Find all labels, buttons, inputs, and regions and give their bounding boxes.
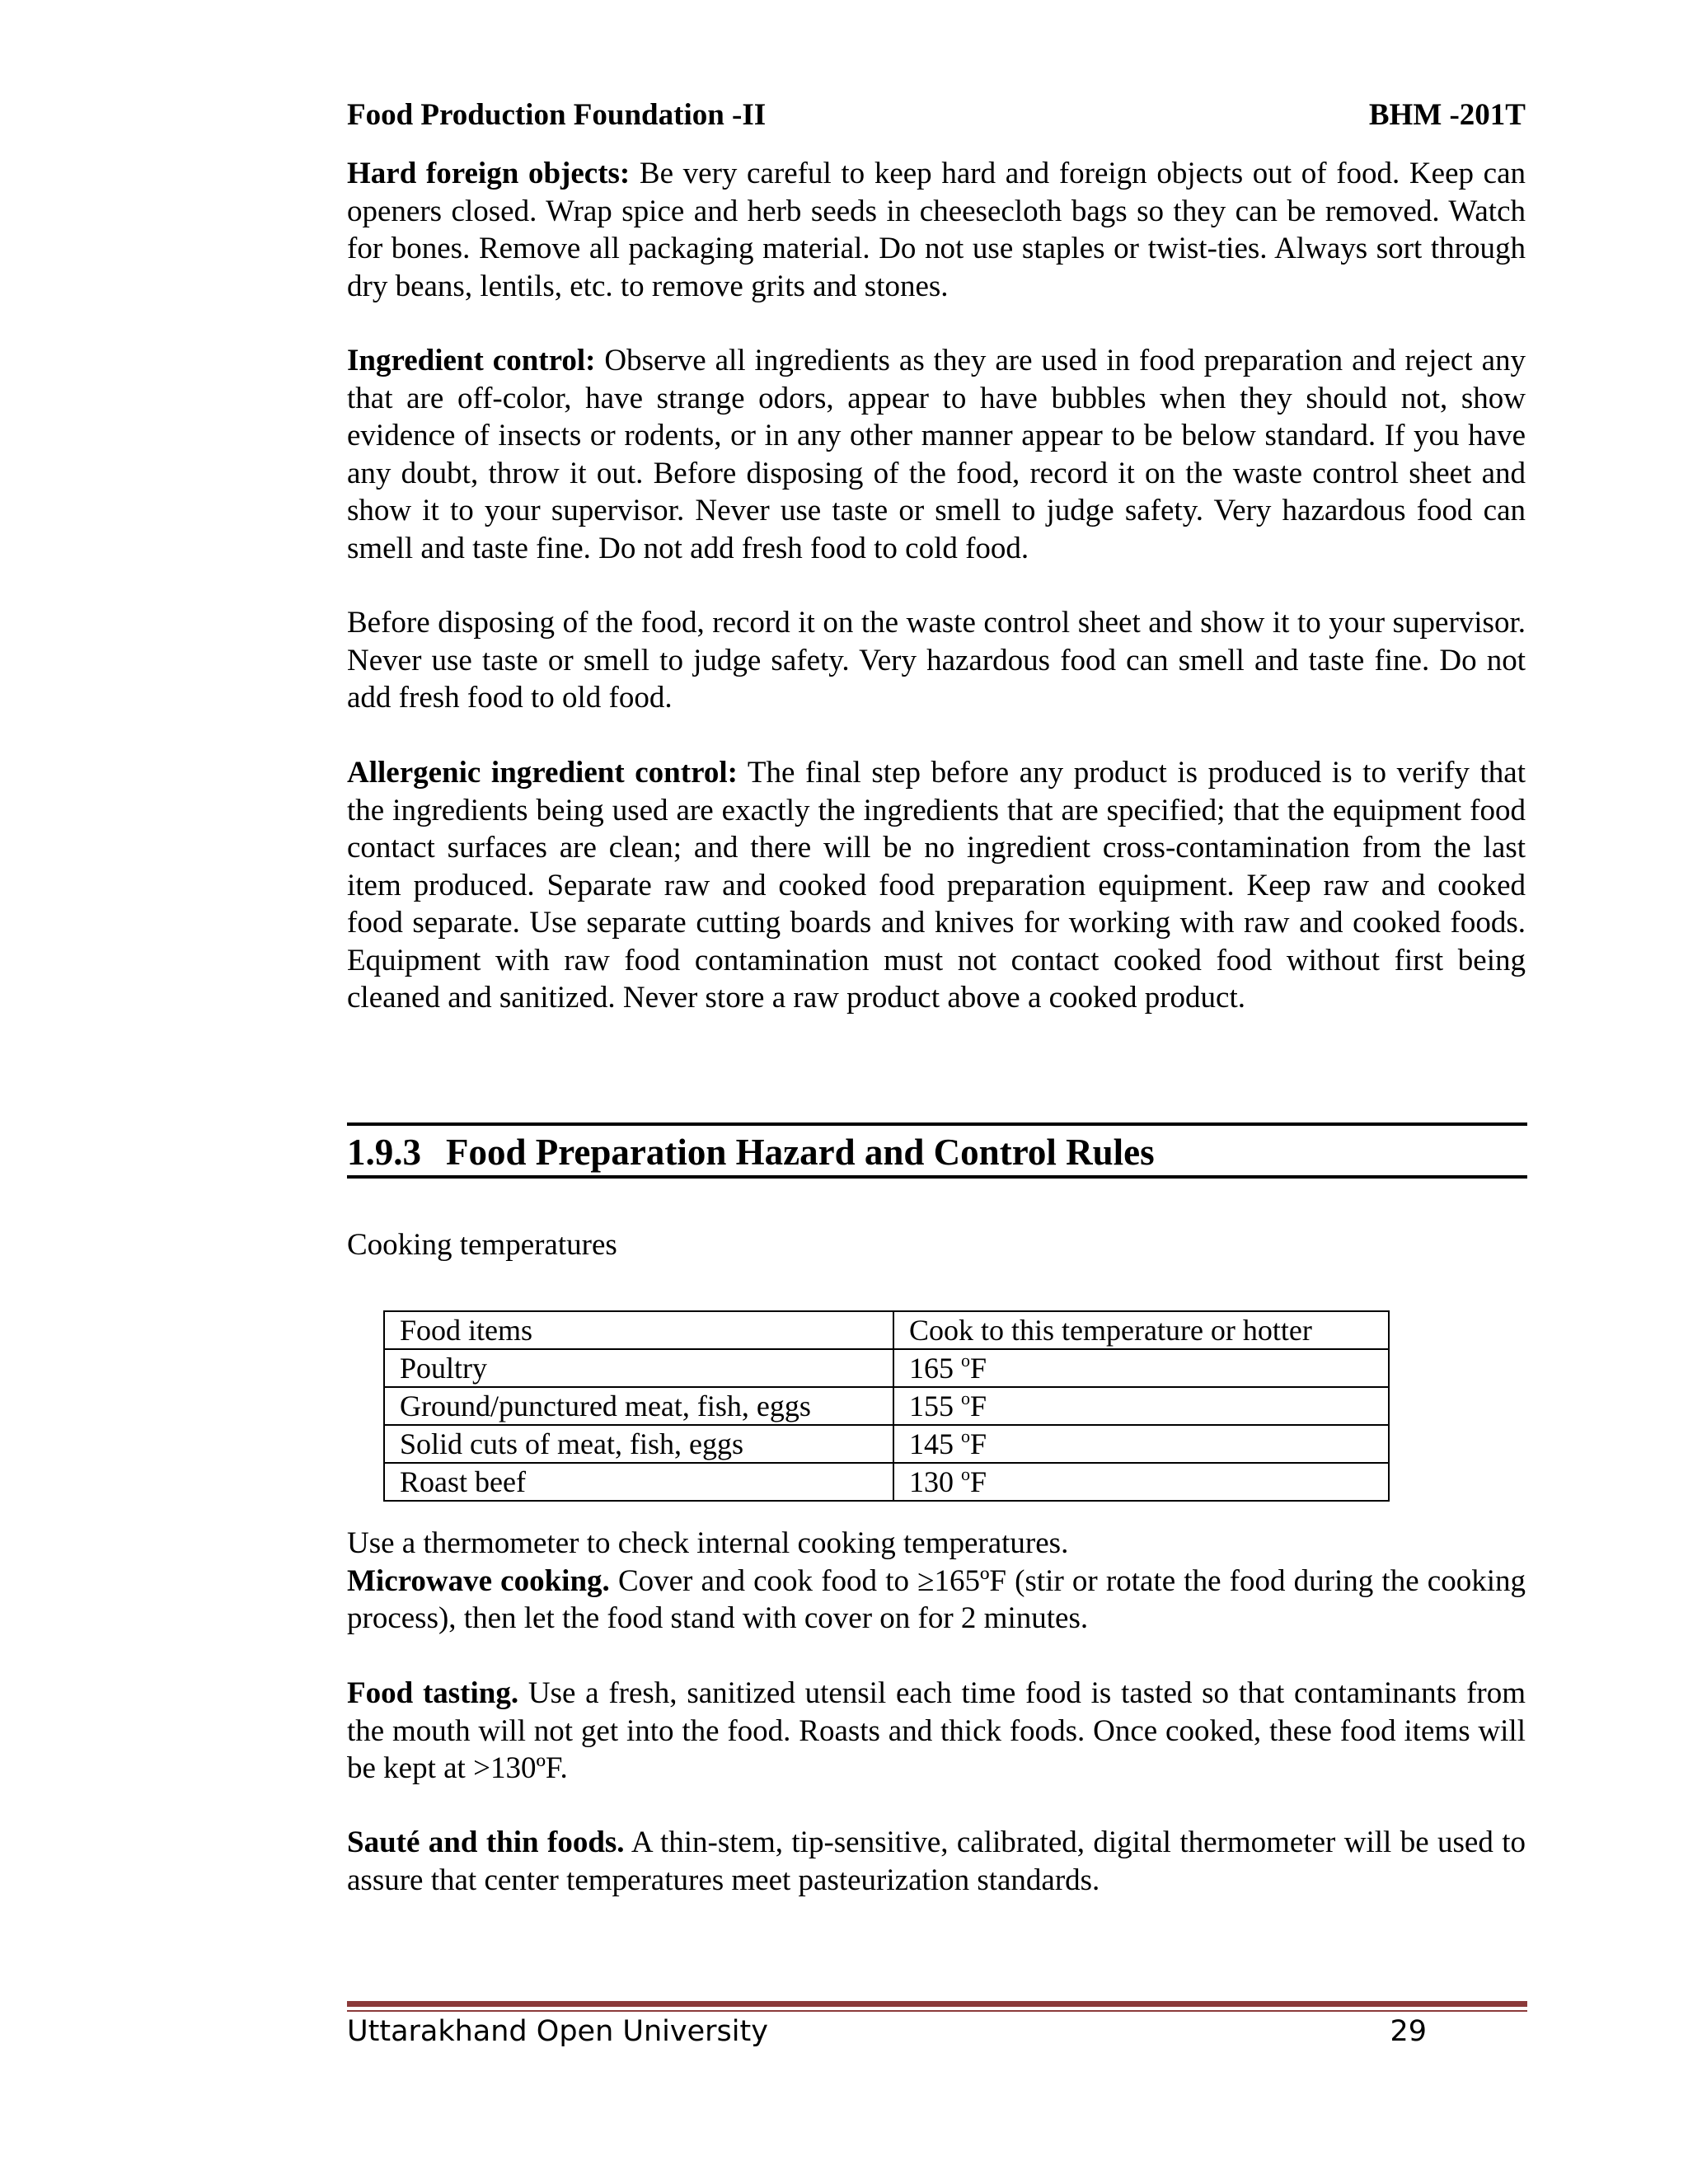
- paragraph-lead: Microwave cooking.: [347, 1563, 610, 1598]
- paragraph-text: A thin-stem, tip-sensitive, calibrated, digital thermometer will be used to assure that center temperatures meet pasteurization standards.: [347, 1825, 1526, 1897]
- paragraph-lead: Hard foreign objects:: [347, 157, 631, 190]
- food-item-cell: Roast beef: [384, 1463, 893, 1501]
- table-row: [384, 1349, 1389, 1387]
- table-header-row: [384, 1311, 1389, 1349]
- table-row: [384, 1463, 1389, 1501]
- thermometer-line: Use a thermometer to check internal cooking temperatures.: [347, 1526, 1069, 1560]
- institution-name: Uttarakhand Open University: [347, 2015, 768, 2048]
- thermometer-and-microwave-paragraph: [347, 1525, 1526, 1638]
- page-number: 29: [1390, 2015, 1427, 2048]
- food-item-cell: Solid cuts of meat, fish, eggs: [384, 1425, 893, 1463]
- paragraph-lead: Allergenic ingredient control:: [347, 756, 738, 790]
- section-heading: [347, 1131, 1155, 1174]
- temperature-cell: 165 $^o$F: [893, 1349, 1389, 1387]
- paragraph-text: Cover and cook food to ≥165ºF (stir or rotate the food during the cooking process), then let the food stand with cover on for 2 minutes.: [347, 1563, 1526, 1635]
- paragraph-lead: Sauté and thin foods.: [347, 1825, 625, 1859]
- temperature-cell: 155 $^o$F: [893, 1387, 1389, 1425]
- paragraph-text: Before disposing of the food, record it on the waste control sheet and show it to your supervisor. Never use taste or smell to judge safety. Very hazardous food can smell and taste fine. Do not add fresh food to old food.: [347, 606, 1526, 715]
- food-item-cell: Ground/punctured meat, fish, eggs: [384, 1387, 893, 1425]
- saute-paragraph: [347, 1824, 1526, 1899]
- food-item-cell: Poultry: [384, 1349, 893, 1387]
- paragraph-text: Use a fresh, sanitized utensil each time food is tasted so that contaminants from the mouth will not get into the food. Roasts and thick foods. Once cooked, these food items will be kept at >130ºF.: [347, 1676, 1526, 1785]
- table-row: [384, 1387, 1389, 1425]
- section-bottom-rule: [347, 1175, 1527, 1179]
- before-disposing-paragraph: [347, 604, 1526, 717]
- temperature-cell: 130 $^o$F: [893, 1463, 1389, 1501]
- course-code: BHM -201T: [1368, 98, 1526, 132]
- paragraph-lead: Ingredient control:: [347, 344, 596, 377]
- allergenic-control-paragraph: [347, 754, 1526, 1017]
- hard-foreign-objects-paragraph: [347, 155, 1526, 305]
- ingredient-control-paragraph: [347, 342, 1526, 567]
- paragraph-text: Observe all ingredients as they are used in food preparation and reject any that are off-color, have strange odors, appear to have bubbles when they should not, show evidence of insects or rodents, or in any other manner appear to be below standard. If you have any doubt, throw it out. Before disposing of the food, record it on the waste control sheet and show it to your supervisor. Never use taste or smell to judge safety. Very hazardous food can smell and taste fine. Do not add fresh food to cold food.: [347, 344, 1526, 565]
- paragraph-text: The final step before any product is produced is to verify that the ingredients being used are exactly the ingredients that are specified; that the equipment food contact surfaces are clean; and there will be no ingredient cross-contamination from the last item produced. Separate raw and cooked food preparation equipment. Keep raw and cooked food separate. Use separate cutting boards and knives for working with raw and cooked foods. Equipment with raw food contamination must not contact cooked food without first being cleaned and sanitized. Never store a raw product above a cooked product.: [347, 756, 1526, 1015]
- cooking-temperatures-label: Cooking temperatures: [347, 1228, 617, 1262]
- section-title-text: Food Preparation Hazard and Control Rules: [446, 1132, 1155, 1173]
- running-header: [347, 97, 1526, 138]
- table-header-cell: Cook to this temperature or hotter: [893, 1311, 1389, 1349]
- table-header-cell: Food items: [384, 1311, 893, 1349]
- paragraph-lead: Food tasting.: [347, 1676, 519, 1710]
- temperature-cell: 145 $^o$F: [893, 1425, 1389, 1463]
- course-title: Food Production Foundation -II: [347, 98, 767, 132]
- paragraph-text: Be very careful to keep hard and foreign objects out of food. Keep can openers closed. Wrap spice and herb seeds in cheesecloth bags so they can be removed. Watch for bones. Remove all packaging material. Do not use staples or twist-ties. Always sort through dry beans, lentils, etc. to remove grits and stones.: [347, 157, 1526, 303]
- section-top-rule: [347, 1122, 1527, 1126]
- food-tasting-paragraph: [347, 1675, 1526, 1788]
- cooking-temperature-table: [383, 1310, 1390, 1502]
- footer-rule: [347, 2001, 1527, 2012]
- table-row: [384, 1425, 1389, 1463]
- section-number: 1.9.3: [347, 1132, 421, 1173]
